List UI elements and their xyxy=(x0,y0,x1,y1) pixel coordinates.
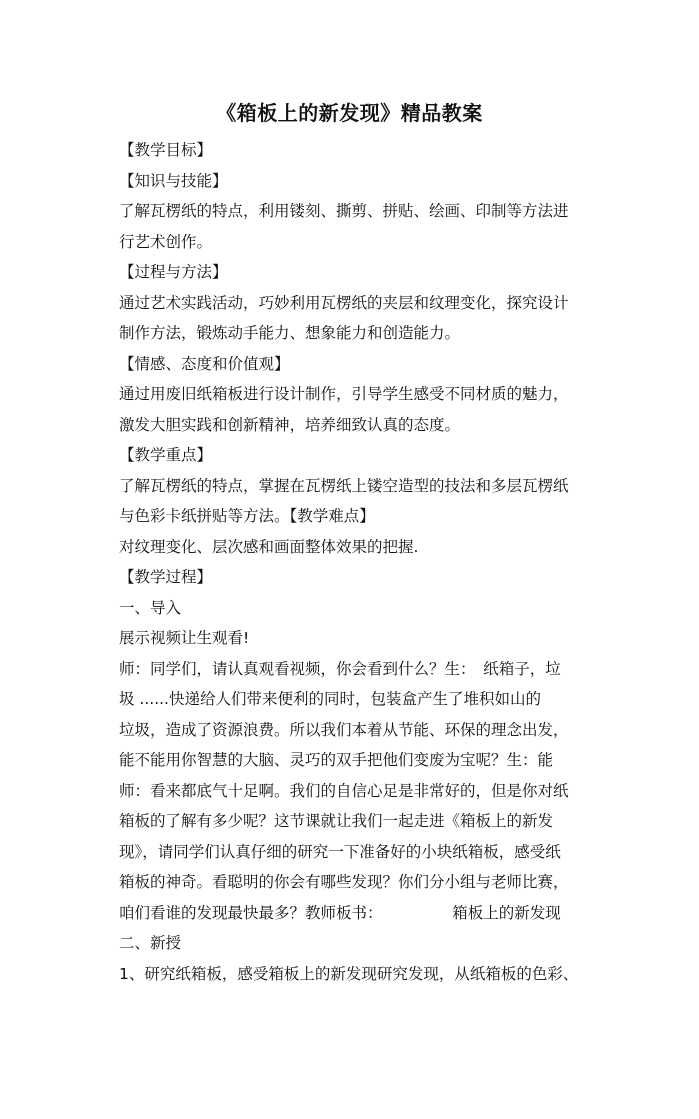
section-heading-teaching-process: 【教学过程】 xyxy=(119,568,213,586)
paragraph-line: 制作方法，锻炼动手能力、想象能力和创造能力。 xyxy=(119,324,461,342)
paragraph-line: 激发大胆实践和创新精神，培养细致认真的态度。 xyxy=(119,415,461,434)
paragraph-line: 师：看来都底气十足啊。我们的自信心足是非常好的，但是你对纸 xyxy=(119,781,569,800)
paragraph-line: 1、研究纸箱板，感受箱板上的新发现研究发现，从纸箱板的色彩、 xyxy=(119,964,579,983)
paragraph-line: 对纹理变化、层次感和画面整体效果的把握. xyxy=(119,537,419,556)
paragraph-line: 通过艺术实践活动，巧妙利用瓦楞纸的夹层和纹理变化，探究设计 xyxy=(119,293,569,312)
section-heading-process-method: 【过程与方法】 xyxy=(119,263,228,281)
paragraph-line: 能不能用你智慧的大脑、灵巧的双手把他们变废为宝呢？生：能 xyxy=(119,751,554,769)
section-heading-objectives: 【教学目标】 xyxy=(119,141,213,159)
paragraph-line: 垃圾，造成了资源浪费。所以我们本着从节能、环保的理念出发， xyxy=(119,720,569,739)
paragraph-line: 行艺术创作。 xyxy=(119,232,213,251)
paragraph-line: 箱板的了解有多少呢？这节课就让我们一起走进《箱板上的新发 xyxy=(119,812,554,830)
document-body xyxy=(119,135,593,989)
section-heading-new-lesson: 二、新授 xyxy=(119,934,182,952)
paragraph-line: 了解瓦楞纸的特点，掌握在瓦楞纸上镂空造型的技法和多层瓦楞纸 xyxy=(119,476,569,495)
paragraph-line: 师：同学们，请认真观看视频，你会看到什么？生： 纸箱子，垃 xyxy=(119,659,561,678)
paragraph-line: 与色彩卡纸拼贴等方法。【教学难点】 xyxy=(119,507,375,525)
paragraph-line: 了解瓦楞纸的特点，利用镂刻、撕剪、拼贴、绘画、印制等方法进 xyxy=(119,202,569,220)
section-heading-key-points: 【教学重点】 xyxy=(119,446,213,464)
paragraph-line: 咱们看谁的发现最快最多？教师板书： 箱板上的新发现 xyxy=(119,903,561,922)
paragraph-line: 现》，请同学们认真仔细的研究一下准备好的小块纸箱板，感受纸 xyxy=(119,842,561,861)
document-title: 《箱板上的新发现》精品教案 xyxy=(216,101,483,125)
section-heading-emotion-attitude: 【情感、态度和价值观】 xyxy=(119,354,290,373)
section-heading-knowledge-skills: 【知识与技能】 xyxy=(119,171,228,190)
paragraph-line: 展示视频让生观看! xyxy=(119,629,250,647)
paragraph-line: 箱板的神奇。看聪明的你会有哪些发现？你们分小组与老师比赛， xyxy=(119,873,569,891)
paragraph-line: 通过用废旧纸箱板进行设计制作，引导学生感受不同材质的魅力， xyxy=(119,385,569,403)
paragraph-line: 圾 ......快递给人们带来便利的同时，包装盒产生了堆积如山的 xyxy=(119,690,541,708)
section-heading-intro: 一、导入 xyxy=(119,598,182,617)
